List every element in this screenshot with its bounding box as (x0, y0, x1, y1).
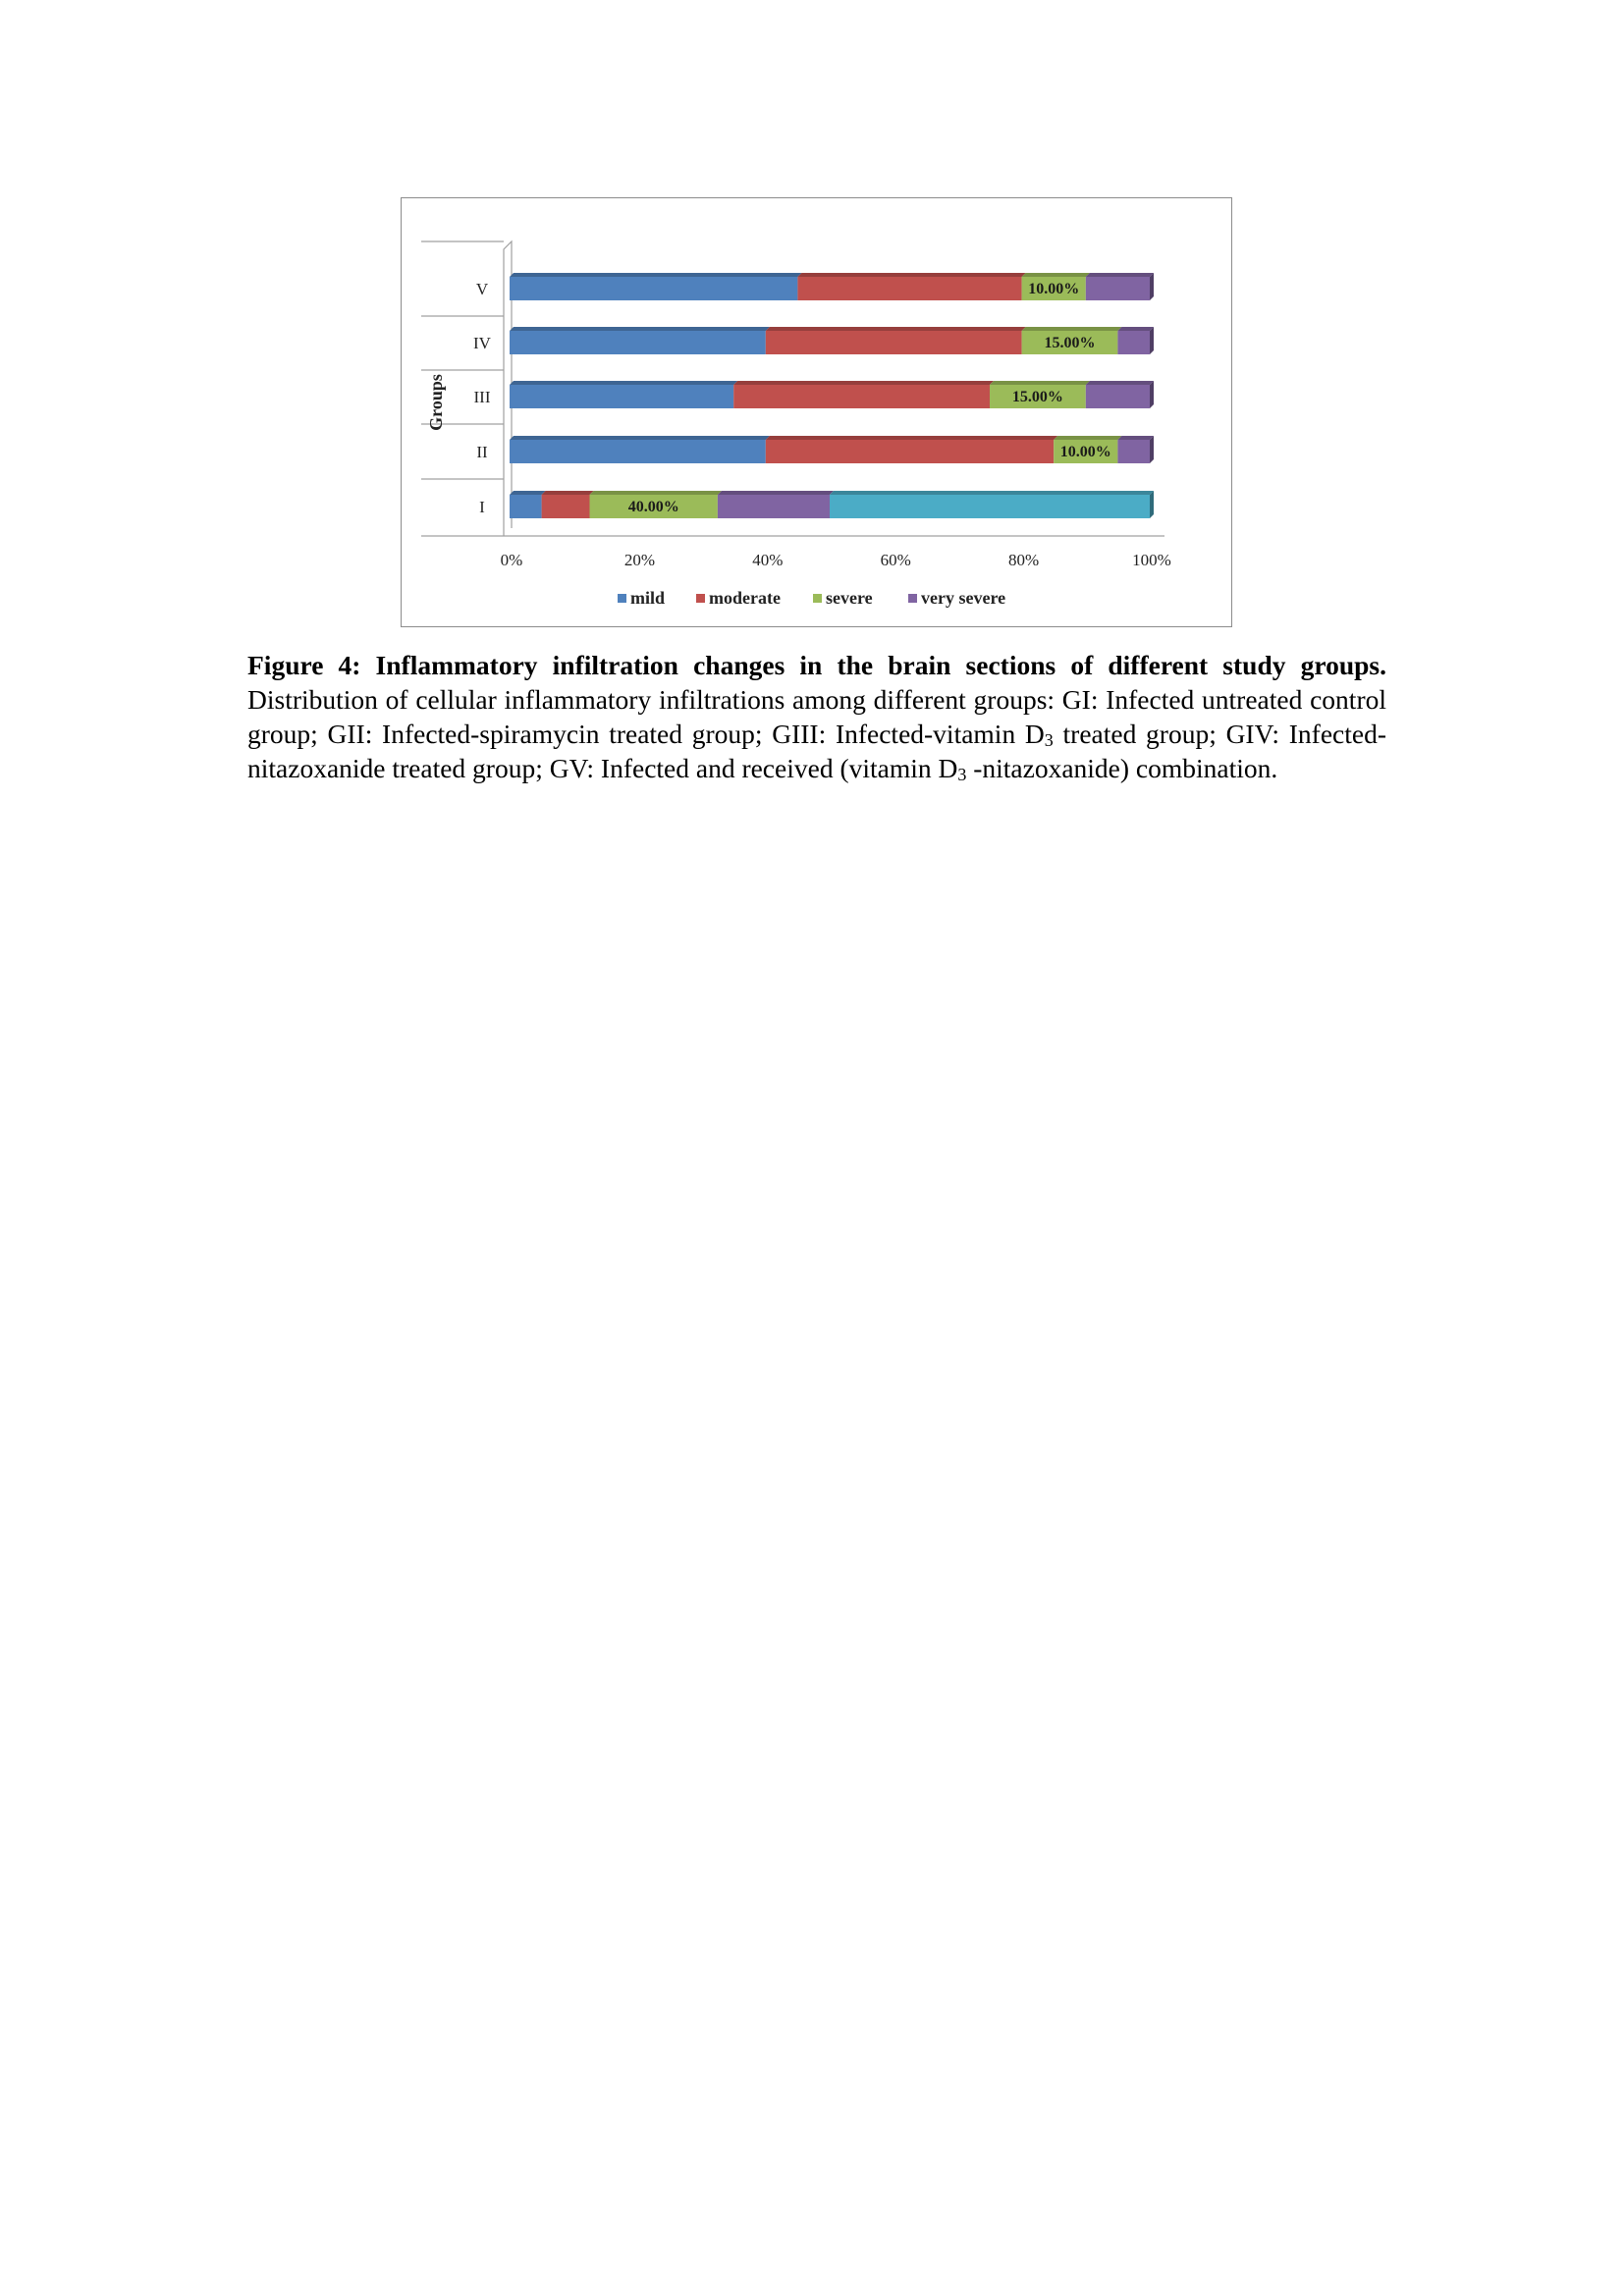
bar-top-moderate-III (733, 381, 994, 385)
bar-mild-V (510, 277, 797, 300)
caption-text-3: -nitazoxanide) combination. (966, 753, 1278, 783)
x-tick-label: 40% (752, 551, 784, 569)
chart-frame (401, 197, 1232, 627)
bar-top-very-severe-II (1117, 436, 1154, 440)
bar-top-very-severe-III (1086, 381, 1154, 385)
y-axis-title: Groups (426, 374, 446, 431)
bar-top-severe-IV (1022, 327, 1122, 331)
x-tick-label: 80% (1008, 551, 1040, 569)
bar-extra-I (830, 495, 1150, 518)
bar-moderate-III (733, 385, 990, 408)
bar-top-mild-IV (510, 327, 770, 331)
bar-top-mild-V (510, 273, 801, 277)
bar-very-severe-III (1086, 385, 1150, 408)
stacked-bar-chart (402, 198, 1231, 626)
bar-very-severe-I (718, 495, 830, 518)
bar-end-very-severe-III (1150, 381, 1154, 408)
bar-top-mild-I (510, 491, 546, 495)
bar-top-moderate-II (766, 436, 1057, 440)
bar-moderate-II (766, 440, 1054, 463)
bar-very-severe-II (1117, 440, 1150, 463)
bar-top-moderate-I (542, 491, 594, 495)
data-label-V: 10.00% (1028, 281, 1080, 297)
bar-mild-I (510, 495, 542, 518)
bar-top-extra-I (830, 491, 1154, 495)
bar-end-very-severe-IV (1150, 327, 1154, 354)
figure-caption (247, 648, 1386, 785)
category-label-IV: IV (473, 334, 491, 352)
caption-subscript-1: 3 (1044, 730, 1054, 750)
bar-top-very-severe-V (1086, 273, 1154, 277)
bar-top-severe-I (590, 491, 722, 495)
bar-top-mild-III (510, 381, 737, 385)
bar-top-very-severe-I (718, 491, 834, 495)
legend-label-severe: severe (826, 588, 873, 608)
legend-label-moderate: moderate (709, 588, 781, 608)
caption-title: Figure 4: Inflammatory infiltration changes in the brain sections of different study groups. (247, 650, 1386, 680)
caption-subscript-2: 3 (957, 765, 967, 784)
data-label-I: 40.00% (627, 499, 679, 515)
x-tick-label: 20% (623, 551, 655, 569)
x-tick-label: 0% (500, 551, 523, 569)
legend-label-very-severe: very severe (921, 588, 1006, 608)
x-tick-label: 100% (1132, 551, 1171, 569)
bar-mild-II (510, 440, 766, 463)
bar-moderate-I (542, 495, 590, 518)
bar-top-severe-II (1054, 436, 1121, 440)
category-label-II: II (476, 443, 488, 461)
bar-mild-III (510, 385, 733, 408)
bar-top-mild-II (510, 436, 770, 440)
bar-top-severe-V (1022, 273, 1090, 277)
bar-top-moderate-IV (766, 327, 1026, 331)
bar-very-severe-V (1086, 277, 1150, 300)
bar-mild-IV (510, 331, 766, 354)
bar-moderate-IV (766, 331, 1022, 354)
legend-swatch-severe (813, 594, 822, 603)
legend-swatch-mild (618, 594, 626, 603)
data-label-III: 15.00% (1011, 389, 1063, 405)
x-tick-label: 60% (880, 551, 911, 569)
bar-top-moderate-V (797, 273, 1025, 277)
data-label-II: 10.00% (1059, 444, 1111, 460)
legend-label-mild: mild (630, 588, 666, 608)
bar-top-severe-III (990, 381, 1090, 385)
bar-end-very-severe-V (1150, 273, 1154, 300)
bar-top-very-severe-IV (1117, 327, 1154, 331)
legend-swatch-moderate (696, 594, 705, 603)
category-label-I: I (479, 498, 485, 516)
category-label-III: III (473, 388, 491, 406)
legend-swatch-very-severe (908, 594, 917, 603)
bar-end-very-severe-II (1150, 436, 1154, 463)
bar-moderate-V (797, 277, 1021, 300)
data-label-IV: 15.00% (1044, 335, 1096, 351)
bar-end-extra-I (1150, 491, 1154, 518)
bar-very-severe-IV (1117, 331, 1150, 354)
caption-text-1: Distribution of cellular inflammatory infiltrations among different groups: GI: Infected untreated control group; GII: Infected-spiramycin treated group; GIII: Infected-vitamin D (247, 684, 1386, 749)
category-label-V: V (475, 280, 489, 298)
caption-text-2: treated group; GIV: Infected-nitazoxanide treated group; GV: Infected and received (vitamin D (247, 719, 1387, 783)
